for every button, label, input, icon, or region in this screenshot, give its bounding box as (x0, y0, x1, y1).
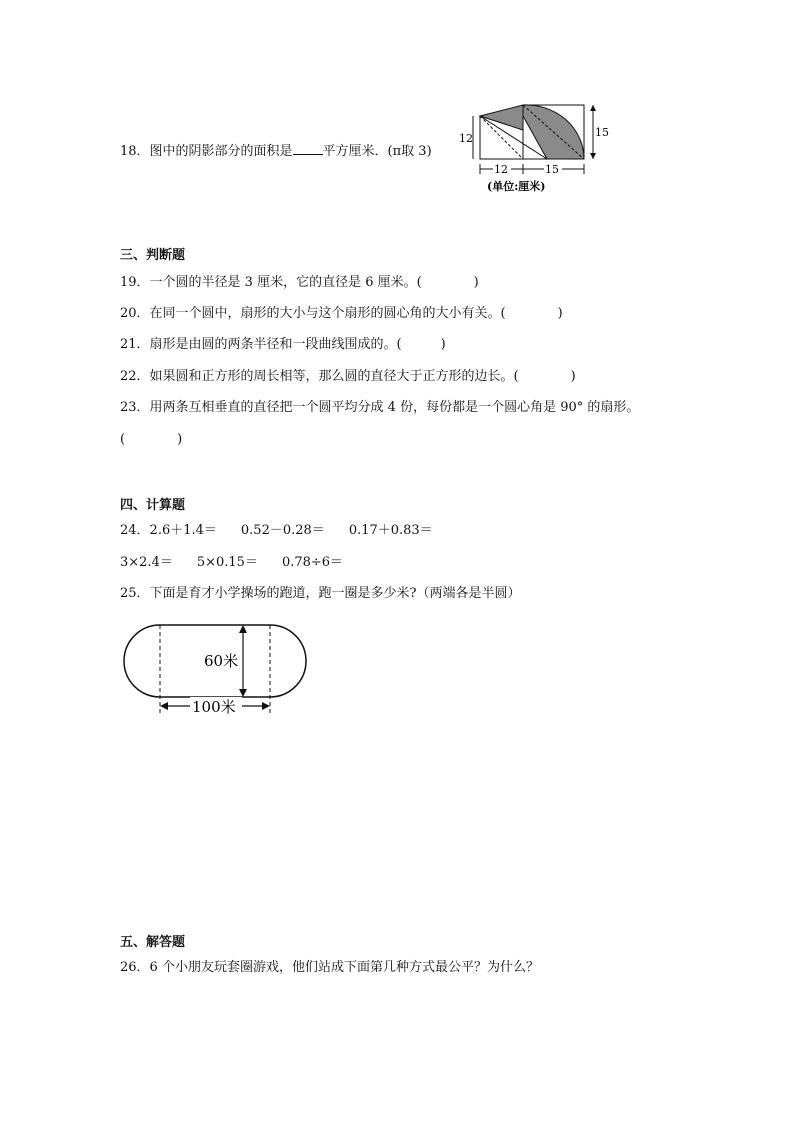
dim-bottom-right-label: 15 (545, 163, 559, 176)
question-23-paren: ( ) (120, 432, 183, 447)
section-5-title: 五、解答题 (120, 935, 186, 950)
question-24-label: 24． (120, 523, 150, 538)
question-26: 26．6 个小朋友玩套圈游戏，他们站成下面第几种方式最公平？为什么？ (120, 960, 539, 975)
calc-item: 0.17＋0.83＝ (348, 523, 433, 538)
calc-item: 0.52－0.28＝ (240, 523, 325, 538)
calc-item: 5×0.15＝ (196, 555, 258, 570)
question-18-prefix: 18．图中的阴影部分的面积是 (120, 144, 293, 159)
shaded-triangle (480, 105, 523, 130)
length-arrow-right (262, 702, 270, 710)
question-18-figure (455, 100, 610, 198)
running-track-figure (120, 615, 315, 720)
dim-left-label: 12 (459, 132, 473, 145)
question-24-row-1 (120, 519, 457, 538)
question-24-row-2 (120, 551, 367, 570)
section-3-title: 三、判断题 (120, 248, 186, 263)
unit-note: (单位:厘米) (487, 180, 546, 193)
height-arrow-bottom (239, 689, 247, 697)
question-18 (120, 140, 432, 159)
dim-right-arrow-top (590, 105, 596, 111)
question-18-suffix: 平方厘米．(π取 3) (322, 144, 432, 159)
question-23: 23．用两条互相垂直的直径把一个圆平均分成 4 份，每份都是一个圆心角是 90° 的扇形。 (120, 400, 640, 415)
question-22: 22．如果圆和正方形的周长相等，那么圆的直径大于正方形的边长。( ) (120, 369, 576, 384)
dim-right-arrow-bottom (590, 153, 596, 159)
length-arrow-left (160, 702, 168, 710)
answer-blank[interactable] (293, 142, 323, 155)
calc-item: 2.6＋1.4＝ (149, 523, 217, 538)
height-label: 60米 (204, 652, 239, 670)
calc-item: 0.78÷6＝ (281, 555, 344, 570)
calc-item: 3×2.4＝ (120, 555, 173, 570)
question-25: 25．下面是育才小学操场的跑道，跑一圈是多少米?（两端各是半圆） (120, 586, 521, 601)
section-4-title: 四、计算题 (120, 498, 186, 513)
length-label: 100米 (192, 698, 236, 716)
question-20: 20．在同一个圆中，扇形的大小与这个扇形的圆心角的大小有关。( ) (120, 306, 563, 321)
question-21: 21．扇形是由圆的两条半径和一段曲线围成的。( ) (120, 337, 446, 352)
question-19: 19．一个圆的半径是 3 厘米，它的直径是 6 厘米。( ) (120, 275, 479, 290)
dim-right-label: 15 (595, 126, 609, 139)
height-arrow-top (239, 625, 247, 633)
dim-bottom-left-label: 12 (494, 163, 508, 176)
